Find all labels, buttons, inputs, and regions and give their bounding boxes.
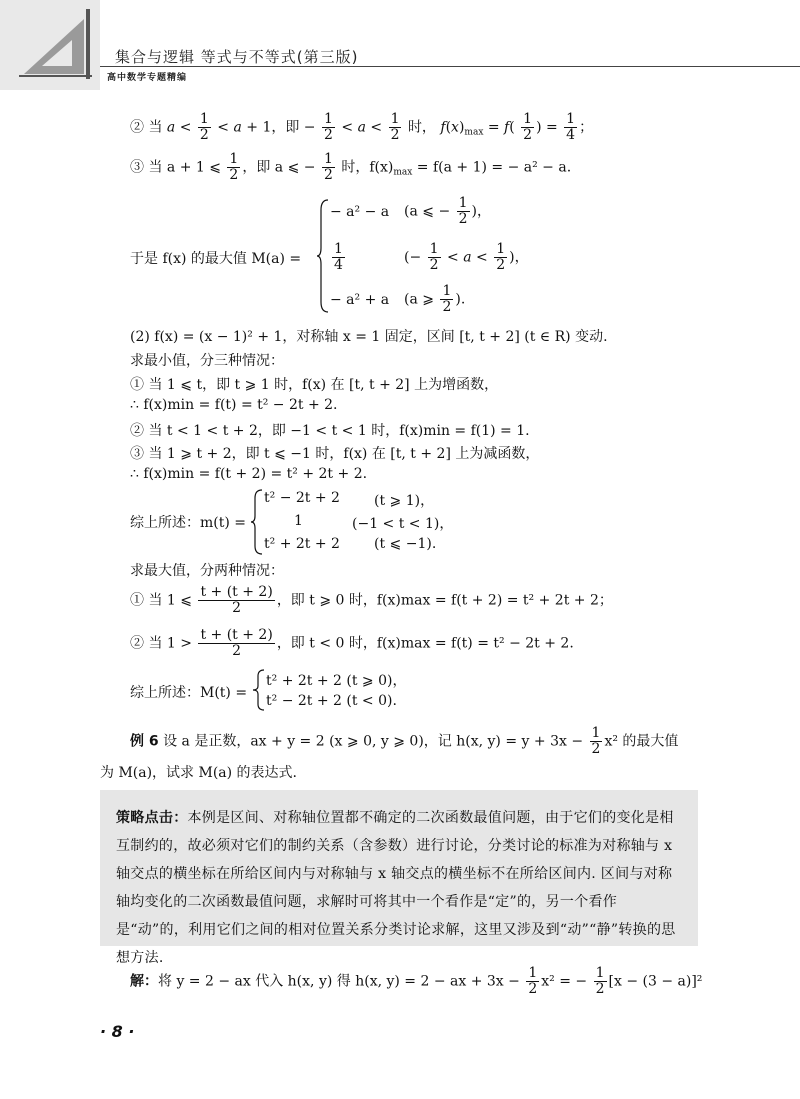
page-header: [0, 0, 800, 90]
m-cond-1: (t ⩾ 1)，: [374, 493, 435, 509]
m-row-3: t² + 2t + 2: [264, 536, 340, 552]
m-row-1: t² − 2t + 2: [264, 490, 340, 506]
piecewise-row-2: $\frac{1}{4}$: [334, 241, 343, 273]
min-case-3: ③ 当 1 ⩾ t + 2，即 t ⩽ −1 时，f(x) 在 [t, t + 2] 上为减函数，: [130, 446, 540, 462]
brace-icon: [316, 198, 330, 314]
m-cond-3: (t ⩽ −1).: [374, 536, 437, 552]
solution-line: 解：将 y = 2 − ax 代入 h(x, y) 得 h(x, y) = 2 − ax + 3x − $\frac{1}{2}$ x² = − $\frac{1}{2}$ [x − (3 − a)]²: [130, 965, 703, 997]
max-title: 求最大值，分两种情况：: [130, 563, 284, 579]
example-6-cont: 为 M(a)，试求 M(a) 的表达式.: [100, 765, 298, 781]
ruler-triangle-icon: [4, 4, 96, 88]
min-case-3-result: ∴ f(x)min = f(t + 2) = t² + 2t + 2.: [130, 466, 368, 482]
strategy-body: 本例是区间、对称轴位置都不确定的二次函数最值问题，由于它们的变化是相互制约的，故必须对它们的制约关系（含参数）进行讨论，分类讨论的标准为对称轴与 x 轴交点的横坐标在所给区间内与对称轴与 x 轴交点的横坐标不在所给区间内. 区间与对称轴均变化的二次函数最值问题，求解时可将其中一个看作是“定”的，另一个看作是“动”的，利用它们之间的相对位置关系分类讨论求解，这里又涉及到“动”“静”转换的思想方法.: [116, 810, 676, 966]
solution-label: 解：: [130, 973, 158, 990]
brace-icon: [250, 488, 264, 556]
strategy-box: [100, 790, 698, 966]
min-title: 求最小值，分三种情况：: [130, 353, 284, 369]
max-case-1: ① 当 1 ⩽ $\frac{t + (t + 2)}{2}$ ，即 t ⩾ 0 时，f(x)max = f(t + 2) = t² + 2t + 2；: [130, 584, 613, 616]
example-6: 例 6 设 a 是正数，ax + y = 2 (x ⩾ 0, y ⩾ 0)，记 h(x, y) = y + 3x − $\frac{1}{2}$ x² 的最大值: [130, 725, 679, 757]
header-subtitle: 高中数学专题精编: [107, 73, 188, 83]
max-function-label: 于是 f(x) 的最大值 M(a) =: [130, 251, 302, 267]
strategy-label: 策略点击：: [116, 810, 188, 826]
m-cond-2: (−1 < t < 1)，: [352, 516, 454, 532]
piecewise-cond-2: (− $\frac{1}{2}$ < a < $\frac{1}{2}$ )，: [404, 241, 529, 273]
strategy-text: [116, 804, 684, 972]
header-title: 集合与逻辑 等式与不等式(第三版): [115, 48, 359, 66]
min-case-1: ① 当 1 ⩽ t，即 t ⩾ 1 时，f(x) 在 [t, t + 2] 上为增函数，: [130, 377, 499, 393]
piecewise-cond-3: (a ⩾ $\frac{1}{2}$ ).: [404, 283, 466, 315]
min-summary-label: 综上所述：m(t) =: [130, 515, 247, 531]
header-logo: [0, 0, 100, 90]
piecewise-row-1: − a² − a: [330, 204, 390, 220]
case-line-2: ② 当 a < $\frac{1}{2}$ < a + 1，即 − $\frac{1}{2}$ < a < $\frac{1}{2}$ 时， $f(x)_{max} = f$( $\frac{1}{2}$ ) = $\frac{1}{4}$ ；: [130, 111, 594, 143]
header-divider: [100, 66, 800, 67]
max-case-2: ② 当 1 > $\frac{t + (t + 2)}{2}$ ，即 t < 0 时，f(x)max = f(t) = t² − 2t + 2.: [130, 627, 574, 659]
M-row-2: t² − 2t + 2 (t < 0).: [266, 693, 397, 709]
min-case-2: ② 当 t < 1 < t + 2，即 −1 < t < 1 时，f(x)min = f(1) = 1.: [130, 423, 530, 439]
brace-icon: [252, 668, 266, 712]
M-row-1: t² + 2t + 2 (t ⩾ 0)，: [266, 673, 407, 689]
max-summary-label: 综上所述：M(t) =: [130, 685, 248, 701]
case-line-3: ③ 当 a + 1 ⩽ $\frac{1}{2}$ ，即 a ⩽ − $\frac{1}{2}$ 时，$f(x)_{max} = f(a + 1)$ = − a² − a.: [130, 151, 572, 183]
part-2-statement: (2) f(x) = (x − 1)² + 1，对称轴 x = 1 固定，区间 [t, t + 2] (t ∈ R) 变动.: [130, 329, 608, 345]
piecewise-row-3: − a² + a: [330, 292, 390, 308]
min-case-1-result: ∴ f(x)min = f(t) = t² − 2t + 2.: [130, 397, 338, 413]
example-label: 例 6: [130, 733, 159, 750]
page-number: · 8 ·: [100, 1022, 135, 1041]
piecewise-cond-1: (a ⩽ − $\frac{1}{2}$ )，: [404, 195, 492, 227]
m-row-2: 1: [294, 513, 303, 529]
